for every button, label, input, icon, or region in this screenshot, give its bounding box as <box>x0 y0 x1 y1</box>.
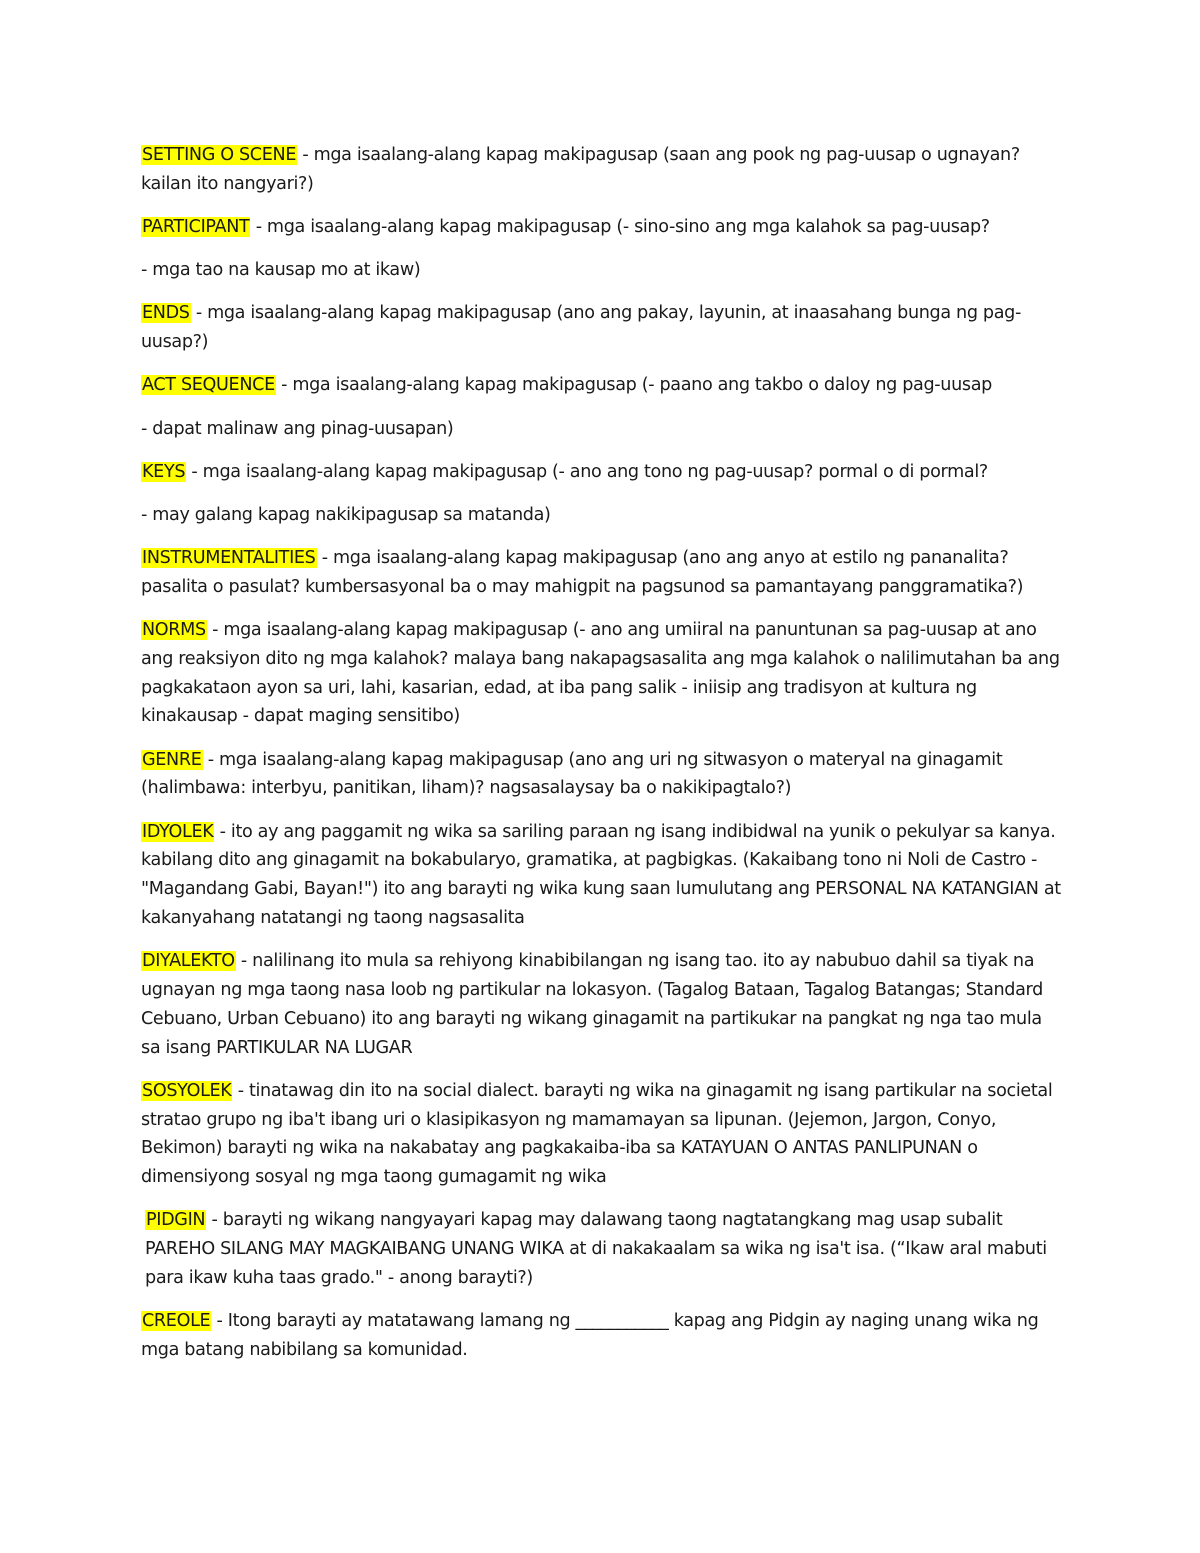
paragraph-text: - tinatawag din ito na social dialect. barayti ng wika na ginagamit ng isang partikular na societal stratao grupo ng iba't ibang uri o klasipikasyon ng mamamayan sa lipunan. (Jejemon, Jargon, Conyo, Bekimon) barayti ng wika na nakabatay ang pagkakaiba-iba sa KATAYUAN O ANTAS PANLIPUNAN o dimensiyong sosyal ng mga taong gumagamit ng wika <box>141 1080 1053 1188</box>
paragraph-setting <box>141 141 1061 199</box>
term-highlight: ENDS <box>142 303 190 324</box>
paragraph-text: - mga isaalang-alang kapag makipagusap (- sino-sino ang mga kalahok sa pag-uusap? <box>250 216 990 237</box>
term-highlight: KEYS <box>142 461 186 482</box>
term-highlight: SETTING O SCENE <box>142 145 297 165</box>
term-highlight: SOSYOLEK <box>142 1080 232 1101</box>
paragraph-instrumentalities <box>141 544 1061 602</box>
term-highlight: NORMS <box>142 620 206 641</box>
paragraph-genre <box>141 746 1061 804</box>
paragraph-text: - mga isaalang-alang kapag makipagusap (- ano ang umiiral na panuntunan sa pag-uusap at ano ang reaksiyon dito ng mga kalahok? malaya bang nakapagsasalita ang mga kalahok o nalilimutahan ba ang pagkakataon ayon sa uri, lahi, kasarian, edad, at iba pang salik - iniisip ang tradisyon at kultura ng kinakausap - dapat maging sensitibo) <box>141 620 1060 727</box>
document-page <box>141 141 1061 1379</box>
paragraph-ends <box>141 299 1061 357</box>
paragraph-idyolek <box>141 818 1061 933</box>
paragraph-act-sequence <box>141 371 1061 400</box>
term-highlight: GENRE <box>142 749 202 770</box>
paragraph-norms <box>141 616 1061 731</box>
paragraph-act-sequence-note <box>141 415 1061 444</box>
paragraph-text: - nalilinang ito mula sa rehiyong kinabibilangan ng isang tao. ito ay nabubuo dahil sa tiyak na ugnayan ng mga taong nasa loob ng partikular na lokasyon. (Tagalog Bataan, Tagalog Batangas; Standard Cebuano, Urban Cebuano) ito ang barayti ng wikang ginagamit na partikukar na pangkat ng nga tao mula sa isang PARTIKULAR NA LUGAR <box>141 951 1043 1058</box>
paragraph-text: - mga isaalang-alang kapag makipagusap (- ano ang tono ng pag-uusap? pormal o di pormal? <box>186 461 988 482</box>
term-highlight: ACT SEQUENCE <box>142 375 275 396</box>
paragraph-text: - barayti ng wikang nangyayari kapag may dalawang taong nagtatangkang mag usap subalit PAREHO SILANG MAY MAGKAIBANG UNANG WIKA at di nakakaalam sa wika ng isa't isa. (“Ikaw aral mabuti para ikaw kuha taas grado." - anong barayti?) <box>145 1210 1047 1288</box>
term-highlight: PARTICIPANT <box>142 216 250 237</box>
paragraph-creole <box>141 1307 1061 1365</box>
paragraph-keys <box>141 458 1061 487</box>
paragraph-text: - mga tao na kausap mo at ikaw) <box>141 260 421 281</box>
paragraph-diyalekto <box>141 947 1061 1062</box>
paragraph-text: - mga isaalang-alang kapag makipagusap (ano ang uri ng sitwasyon o materyal na ginagamit (halimbawa: interbyu, panitikan, liham)? nagsasalaysay ba o nakikipagtalo?) <box>141 749 1003 799</box>
paragraph-pidgin <box>141 1206 1061 1292</box>
paragraph-sosyolek <box>141 1077 1061 1192</box>
paragraph-text: - dapat malinaw ang pinag-uusapan) <box>141 418 454 439</box>
term-highlight: DIYALEKTO <box>142 951 235 972</box>
term-highlight: IDYOLEK <box>142 821 214 842</box>
paragraph-text: - Itong barayti ay matatawang lamang ng ___________ kapag ang Pidgin ay naging unang wika ng mga batang nabibilang sa komunidad. <box>141 1311 1039 1360</box>
paragraph-participant <box>141 213 1061 242</box>
term-highlight: PIDGIN <box>146 1210 206 1231</box>
term-highlight: CREOLE <box>142 1311 211 1332</box>
term-highlight: INSTRUMENTALITIES <box>142 548 316 569</box>
paragraph-text: - mga isaalang-alang kapag makipagusap (ano ang anyo at estilo ng pananalita? pasalita o pasulat? kumbersasyonal ba o may mahigpit na pagsunod sa pamantayang panggramatika?) <box>141 548 1024 597</box>
paragraph-keys-note <box>141 501 1061 530</box>
paragraph-participant-note <box>141 256 1061 285</box>
paragraph-text: - ito ay ang paggamit ng wika sa sariling paraan ng isang indibidwal na yunik o pekulyar sa kanya. kabilang dito ang ginagamit na bokabularyo, gramatika, at pagbigkas. (Kakaibang tono ni Noli de Castro - "Magandang Gabi, Bayan!") ito ang barayti ng wika kung saan lumulutang ang PERSONAL NA KATANGIAN at kakanyahang natatangi ng taong nagsasalita <box>141 821 1061 929</box>
paragraph-text: - mga isaalang-alang kapag makipagusap (saan ang pook ng pag-uusap o ugnayan? kailan ito nangyari?) <box>141 145 1020 194</box>
paragraph-text: - mga isaalang-alang kapag makipagusap (ano ang pakay, layunin, at inaasahang bunga ng pag-uusap?) <box>141 303 1021 353</box>
paragraph-text: - may galang kapag nakikipagusap sa matanda) <box>141 504 551 525</box>
paragraph-text: - mga isaalang-alang kapag makipagusap (- paano ang takbo o daloy ng pag-uusap <box>275 375 992 396</box>
